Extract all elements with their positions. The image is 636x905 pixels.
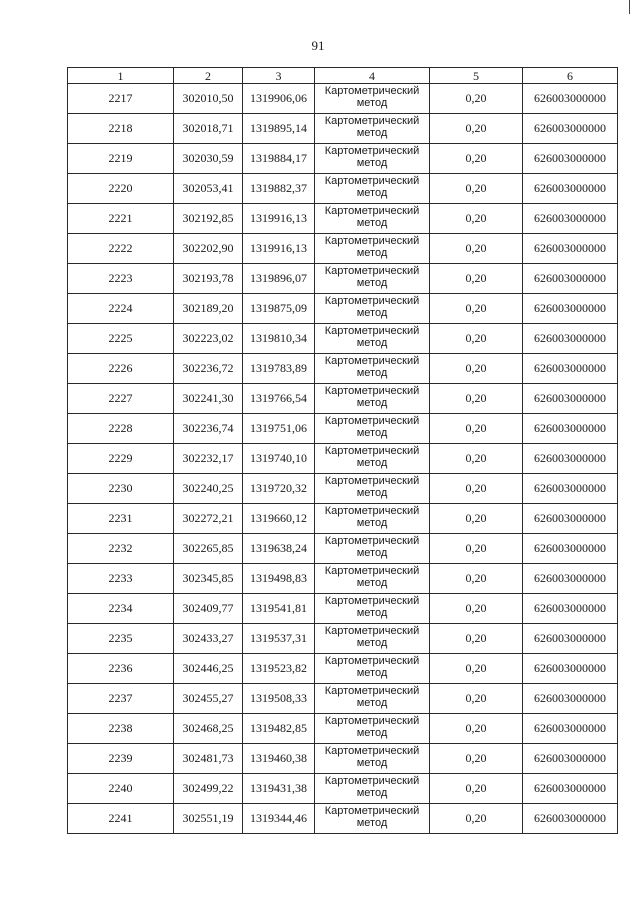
x-coordinate-cell: 302241,30 xyxy=(174,384,243,414)
table-row xyxy=(68,114,618,144)
method-cell xyxy=(315,564,430,594)
y-coordinate-cell: 1319783,89 xyxy=(243,354,315,384)
method-line-1: Картометрический xyxy=(324,715,420,727)
method-line-2: метод xyxy=(356,607,388,619)
y-coordinate-cell: 1319720,32 xyxy=(243,474,315,504)
method-cell xyxy=(315,384,430,414)
y-coordinate-cell: 1319344,46 xyxy=(243,804,315,834)
x-coordinate-cell: 302053,41 xyxy=(174,174,243,204)
method-line-2: метод xyxy=(356,517,388,529)
accuracy-cell: 0,20 xyxy=(430,744,523,774)
accuracy-cell: 0,20 xyxy=(430,774,523,804)
method-cell xyxy=(315,594,430,624)
method-cell xyxy=(315,654,430,684)
table-body xyxy=(68,84,618,834)
point-id-cell: 2224 xyxy=(68,294,174,324)
table-row xyxy=(68,204,618,234)
method-line-2: метод xyxy=(356,727,388,739)
method-cell xyxy=(315,744,430,774)
x-coordinate-cell: 302018,71 xyxy=(174,114,243,144)
y-coordinate-cell: 1319523,82 xyxy=(243,654,315,684)
code-cell: 626003000000 xyxy=(523,474,618,504)
y-coordinate-cell: 1319431,38 xyxy=(243,774,315,804)
code-cell: 626003000000 xyxy=(523,114,618,144)
table-row xyxy=(68,324,618,354)
accuracy-cell: 0,20 xyxy=(430,624,523,654)
method-cell xyxy=(315,294,430,324)
method-line-1: Картометрический xyxy=(324,325,420,337)
accuracy-cell: 0,20 xyxy=(430,504,523,534)
y-coordinate-cell: 1319482,85 xyxy=(243,714,315,744)
y-coordinate-cell: 1319751,06 xyxy=(243,414,315,444)
x-coordinate-cell: 302193,78 xyxy=(174,264,243,294)
header-col-6: 6 xyxy=(523,68,618,84)
x-coordinate-cell: 302551,19 xyxy=(174,804,243,834)
method-line-2: метод xyxy=(356,97,388,109)
method-cell xyxy=(315,624,430,654)
code-cell: 626003000000 xyxy=(523,264,618,294)
header-col-1: 1 xyxy=(68,68,174,84)
method-line-1: Картометрический xyxy=(324,115,420,127)
accuracy-cell: 0,20 xyxy=(430,294,523,324)
table-row xyxy=(68,354,618,384)
header-col-2: 2 xyxy=(174,68,243,84)
code-cell: 626003000000 xyxy=(523,204,618,234)
point-id-cell: 2225 xyxy=(68,324,174,354)
code-cell: 626003000000 xyxy=(523,564,618,594)
accuracy-cell: 0,20 xyxy=(430,204,523,234)
method-line-2: метод xyxy=(356,337,388,349)
method-line-2: метод xyxy=(356,427,388,439)
method-cell xyxy=(315,174,430,204)
code-cell: 626003000000 xyxy=(523,744,618,774)
accuracy-cell: 0,20 xyxy=(430,564,523,594)
table-header xyxy=(68,68,618,84)
method-cell xyxy=(315,504,430,534)
x-coordinate-cell: 302265,85 xyxy=(174,534,243,564)
y-coordinate-cell: 1319508,33 xyxy=(243,684,315,714)
point-id-cell: 2217 xyxy=(68,84,174,114)
accuracy-cell: 0,20 xyxy=(430,264,523,294)
table-row xyxy=(68,654,618,684)
method-line-2: метод xyxy=(356,127,388,139)
method-cell xyxy=(315,114,430,144)
header-row xyxy=(68,68,618,84)
code-cell: 626003000000 xyxy=(523,444,618,474)
accuracy-cell: 0,20 xyxy=(430,144,523,174)
table-row xyxy=(68,594,618,624)
table-row xyxy=(68,234,618,264)
accuracy-cell: 0,20 xyxy=(430,534,523,564)
header-col-5: 5 xyxy=(430,68,523,84)
method-line-2: метод xyxy=(356,157,388,169)
code-cell: 626003000000 xyxy=(523,594,618,624)
point-id-cell: 2226 xyxy=(68,354,174,384)
method-line-1: Картометрический xyxy=(324,265,420,277)
y-coordinate-cell: 1319906,06 xyxy=(243,84,315,114)
method-line-1: Картометрический xyxy=(324,415,420,427)
y-coordinate-cell: 1319882,37 xyxy=(243,174,315,204)
method-line-1: Картометрический xyxy=(324,295,420,307)
method-line-2: метод xyxy=(356,547,388,559)
method-line-2: метод xyxy=(356,757,388,769)
method-cell xyxy=(315,264,430,294)
point-id-cell: 2221 xyxy=(68,204,174,234)
method-line-1: Картометрический xyxy=(324,625,420,637)
code-cell: 626003000000 xyxy=(523,234,618,264)
method-line-1: Картометрический xyxy=(324,685,420,697)
method-line-1: Картометрический xyxy=(324,145,420,157)
method-line-2: метод xyxy=(356,697,388,709)
point-id-cell: 2233 xyxy=(68,564,174,594)
method-line-2: метод xyxy=(356,577,388,589)
table-row xyxy=(68,84,618,114)
method-line-2: метод xyxy=(356,787,388,799)
accuracy-cell: 0,20 xyxy=(430,84,523,114)
method-line-2: метод xyxy=(356,307,388,319)
table-row xyxy=(68,804,618,834)
table-row xyxy=(68,294,618,324)
corner-mark xyxy=(629,0,630,14)
point-id-cell: 2234 xyxy=(68,594,174,624)
code-cell: 626003000000 xyxy=(523,654,618,684)
point-id-cell: 2238 xyxy=(68,714,174,744)
point-id-cell: 2228 xyxy=(68,414,174,444)
x-coordinate-cell: 302010,50 xyxy=(174,84,243,114)
y-coordinate-cell: 1319740,10 xyxy=(243,444,315,474)
method-line-1: Картометрический xyxy=(324,535,420,547)
accuracy-cell: 0,20 xyxy=(430,474,523,504)
y-coordinate-cell: 1319895,14 xyxy=(243,114,315,144)
code-cell: 626003000000 xyxy=(523,624,618,654)
y-coordinate-cell: 1319916,13 xyxy=(243,234,315,264)
accuracy-cell: 0,20 xyxy=(430,234,523,264)
table-row xyxy=(68,414,618,444)
method-line-1: Картометрический xyxy=(324,205,420,217)
method-cell xyxy=(315,144,430,174)
method-cell xyxy=(315,324,430,354)
header-col-4: 4 xyxy=(315,68,430,84)
x-coordinate-cell: 302223,02 xyxy=(174,324,243,354)
code-cell: 626003000000 xyxy=(523,384,618,414)
method-line-2: метод xyxy=(356,247,388,259)
y-coordinate-cell: 1319810,34 xyxy=(243,324,315,354)
y-coordinate-cell: 1319884,17 xyxy=(243,144,315,174)
table-row xyxy=(68,144,618,174)
accuracy-cell: 0,20 xyxy=(430,654,523,684)
table-row xyxy=(68,474,618,504)
y-coordinate-cell: 1319537,31 xyxy=(243,624,315,654)
table-row xyxy=(68,174,618,204)
method-line-1: Картометрический xyxy=(324,775,420,787)
point-id-cell: 2231 xyxy=(68,504,174,534)
table-row xyxy=(68,714,618,744)
method-cell xyxy=(315,444,430,474)
y-coordinate-cell: 1319660,12 xyxy=(243,504,315,534)
table-row xyxy=(68,564,618,594)
method-line-2: метод xyxy=(356,217,388,229)
x-coordinate-cell: 302499,22 xyxy=(174,774,243,804)
y-coordinate-cell: 1319638,24 xyxy=(243,534,315,564)
table-row xyxy=(68,774,618,804)
method-line-2: метод xyxy=(356,367,388,379)
accuracy-cell: 0,20 xyxy=(430,384,523,414)
method-cell xyxy=(315,84,430,114)
accuracy-cell: 0,20 xyxy=(430,714,523,744)
x-coordinate-cell: 302189,20 xyxy=(174,294,243,324)
method-cell xyxy=(315,414,430,444)
code-cell: 626003000000 xyxy=(523,504,618,534)
table-row xyxy=(68,444,618,474)
y-coordinate-cell: 1319541,81 xyxy=(243,594,315,624)
accuracy-cell: 0,20 xyxy=(430,594,523,624)
x-coordinate-cell: 302455,27 xyxy=(174,684,243,714)
method-line-2: метод xyxy=(356,817,388,829)
x-coordinate-cell: 302446,25 xyxy=(174,654,243,684)
method-cell xyxy=(315,204,430,234)
code-cell: 626003000000 xyxy=(523,84,618,114)
method-line-2: метод xyxy=(356,397,388,409)
method-line-1: Картометрический xyxy=(324,85,420,97)
y-coordinate-cell: 1319766,54 xyxy=(243,384,315,414)
accuracy-cell: 0,20 xyxy=(430,324,523,354)
method-line-1: Картометрический xyxy=(324,745,420,757)
point-id-cell: 2220 xyxy=(68,174,174,204)
method-line-1: Картометрический xyxy=(324,235,420,247)
code-cell: 626003000000 xyxy=(523,174,618,204)
x-coordinate-cell: 302192,85 xyxy=(174,204,243,234)
method-cell xyxy=(315,354,430,384)
method-line-2: метод xyxy=(356,487,388,499)
method-cell xyxy=(315,474,430,504)
y-coordinate-cell: 1319460,38 xyxy=(243,744,315,774)
x-coordinate-cell: 302272,21 xyxy=(174,504,243,534)
method-line-2: метод xyxy=(356,187,388,199)
code-cell: 626003000000 xyxy=(523,774,618,804)
point-id-cell: 2232 xyxy=(68,534,174,564)
method-line-1: Картометрический xyxy=(324,175,420,187)
method-line-2: метод xyxy=(356,277,388,289)
x-coordinate-cell: 302481,73 xyxy=(174,744,243,774)
code-cell: 626003000000 xyxy=(523,714,618,744)
method-line-1: Картометрический xyxy=(324,475,420,487)
method-cell xyxy=(315,804,430,834)
code-cell: 626003000000 xyxy=(523,804,618,834)
point-id-cell: 2229 xyxy=(68,444,174,474)
point-id-cell: 2230 xyxy=(68,474,174,504)
table-row xyxy=(68,534,618,564)
x-coordinate-cell: 302433,27 xyxy=(174,624,243,654)
point-id-cell: 2237 xyxy=(68,684,174,714)
x-coordinate-cell: 302232,17 xyxy=(174,444,243,474)
method-line-1: Картометрический xyxy=(324,385,420,397)
code-cell: 626003000000 xyxy=(523,354,618,384)
x-coordinate-cell: 302468,25 xyxy=(174,714,243,744)
point-id-cell: 2218 xyxy=(68,114,174,144)
coordinates-table xyxy=(67,67,618,834)
accuracy-cell: 0,20 xyxy=(430,174,523,204)
method-line-2: метод xyxy=(356,637,388,649)
x-coordinate-cell: 302030,59 xyxy=(174,144,243,174)
point-id-cell: 2222 xyxy=(68,234,174,264)
accuracy-cell: 0,20 xyxy=(430,414,523,444)
method-line-1: Картометрический xyxy=(324,445,420,457)
y-coordinate-cell: 1319896,07 xyxy=(243,264,315,294)
point-id-cell: 2227 xyxy=(68,384,174,414)
x-coordinate-cell: 302409,77 xyxy=(174,594,243,624)
method-line-2: метод xyxy=(356,457,388,469)
method-line-1: Картометрический xyxy=(324,505,420,517)
code-cell: 626003000000 xyxy=(523,324,618,354)
table-row xyxy=(68,684,618,714)
method-line-2: метод xyxy=(356,667,388,679)
method-line-1: Картометрический xyxy=(324,655,420,667)
y-coordinate-cell: 1319916,13 xyxy=(243,204,315,234)
code-cell: 626003000000 xyxy=(523,144,618,174)
method-cell xyxy=(315,234,430,264)
x-coordinate-cell: 302240,25 xyxy=(174,474,243,504)
table-row xyxy=(68,384,618,414)
accuracy-cell: 0,20 xyxy=(430,804,523,834)
x-coordinate-cell: 302345,85 xyxy=(174,564,243,594)
accuracy-cell: 0,20 xyxy=(430,444,523,474)
code-cell: 626003000000 xyxy=(523,414,618,444)
accuracy-cell: 0,20 xyxy=(430,354,523,384)
method-cell xyxy=(315,534,430,564)
method-line-1: Картометрический xyxy=(324,565,420,577)
table-row xyxy=(68,744,618,774)
point-id-cell: 2223 xyxy=(68,264,174,294)
method-line-1: Картометрический xyxy=(324,805,420,817)
y-coordinate-cell: 1319875,09 xyxy=(243,294,315,324)
x-coordinate-cell: 302202,90 xyxy=(174,234,243,264)
page-number: 91 xyxy=(311,38,325,53)
code-cell: 626003000000 xyxy=(523,684,618,714)
point-id-cell: 2236 xyxy=(68,654,174,684)
point-id-cell: 2241 xyxy=(68,804,174,834)
y-coordinate-cell: 1319498,83 xyxy=(243,564,315,594)
header-col-3: 3 xyxy=(243,68,315,84)
accuracy-cell: 0,20 xyxy=(430,684,523,714)
x-coordinate-cell: 302236,74 xyxy=(174,414,243,444)
method-cell xyxy=(315,684,430,714)
code-cell: 626003000000 xyxy=(523,294,618,324)
accuracy-cell: 0,20 xyxy=(430,114,523,144)
point-id-cell: 2219 xyxy=(68,144,174,174)
point-id-cell: 2239 xyxy=(68,744,174,774)
point-id-cell: 2240 xyxy=(68,774,174,804)
method-line-1: Картометрический xyxy=(324,355,420,367)
point-id-cell: 2235 xyxy=(68,624,174,654)
method-line-1: Картометрический xyxy=(324,595,420,607)
method-cell xyxy=(315,714,430,744)
x-coordinate-cell: 302236,72 xyxy=(174,354,243,384)
table-row xyxy=(68,504,618,534)
table-row xyxy=(68,624,618,654)
code-cell: 626003000000 xyxy=(523,534,618,564)
method-cell xyxy=(315,774,430,804)
table-row xyxy=(68,264,618,294)
